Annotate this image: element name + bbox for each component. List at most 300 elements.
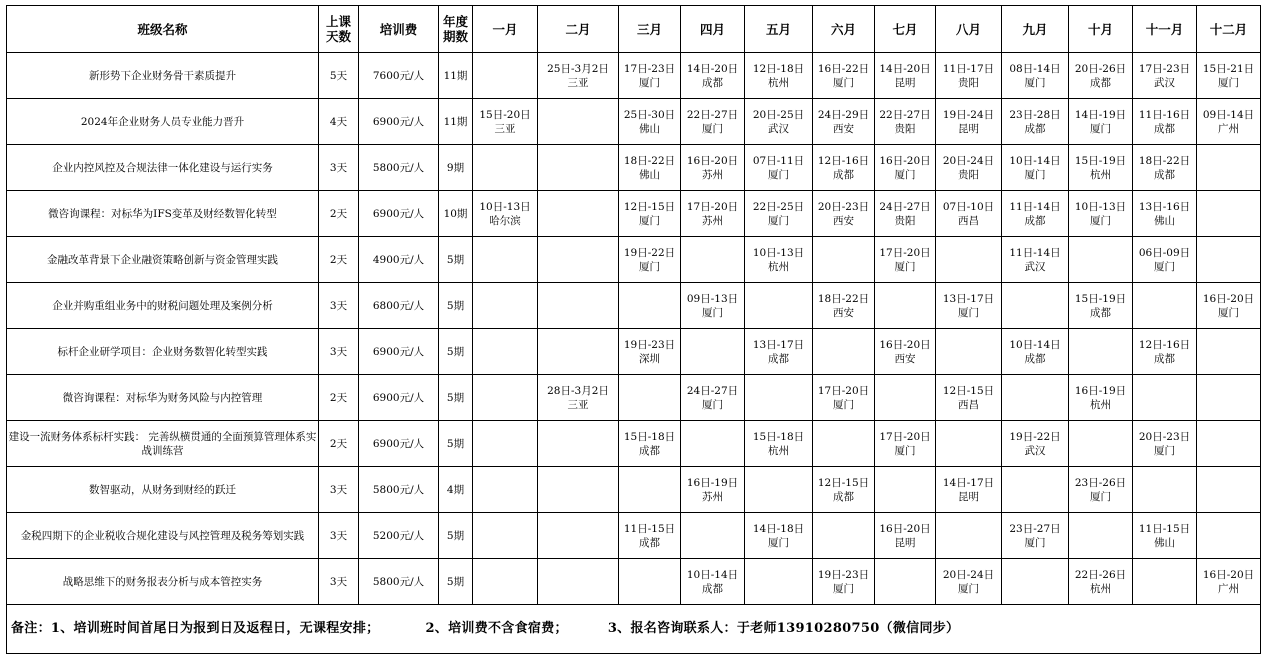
session-dates: 19日-24日 (942, 108, 995, 121)
header-month-3: 三月 (619, 6, 681, 53)
session-dates: 11日-16日 (1138, 108, 1191, 121)
month-5-cell (745, 559, 813, 605)
session-dates: 16日-20日 (879, 154, 931, 167)
session-dates: 16日-20日 (879, 522, 931, 535)
header-month-7: 七月 (875, 6, 936, 53)
session-city: 厦门 (768, 168, 789, 181)
month-3-cell (619, 283, 681, 329)
days-cell: 3天 (319, 283, 359, 329)
month-12-cell (1197, 467, 1261, 513)
session-city: 厦门 (702, 306, 723, 319)
session-city: 西安 (833, 306, 854, 319)
month-4-cell (681, 375, 745, 421)
fee-cell: 6900元/人 (359, 421, 439, 467)
month-7-cell (875, 191, 936, 237)
class-name-cell: 微咨询课程：对标华为IFS变革及财经数智化转型 (7, 191, 319, 237)
session-city: 杭州 (768, 76, 789, 89)
month-1-cell (473, 559, 538, 605)
month-2-cell (538, 283, 619, 329)
month-11-cell (1133, 329, 1197, 375)
month-9-cell (1002, 329, 1069, 375)
month-10-cell (1069, 145, 1133, 191)
header-class-name: 班级名称 (7, 6, 319, 53)
month-8-cell (936, 99, 1002, 145)
header-fee: 培训费 (359, 6, 439, 53)
month-10-cell (1069, 237, 1133, 283)
class-name-cell: 建设一流财务体系标杆实践： 完善纵横贯通的全面预算管理体系实战训练营 (7, 421, 319, 467)
session-dates: 22日-27日 (686, 108, 739, 121)
table-row (7, 191, 1261, 237)
note-3: 3、报名咨询联系人：于老师13910280750（微信同步） (607, 621, 960, 636)
session-dates: 18日-22日 (1138, 154, 1191, 167)
table-row (7, 467, 1261, 513)
month-2-cell (538, 329, 619, 375)
month-6-cell (813, 329, 875, 375)
periods-cell: 11期 (439, 53, 473, 99)
month-3-cell (619, 559, 681, 605)
session-city: 西昌 (958, 398, 979, 411)
class-name-cell: 数智驱动，从财务到财经的跃迁 (7, 467, 319, 513)
days-cell: 2天 (319, 421, 359, 467)
header-month-1: 一月 (473, 6, 538, 53)
session-city: 昆明 (958, 122, 979, 135)
header-month-11: 十一月 (1133, 6, 1197, 53)
days-cell: 5天 (319, 53, 359, 99)
header-month-2: 二月 (538, 6, 619, 53)
periods-cell: 10期 (439, 191, 473, 237)
month-1-cell (473, 329, 538, 375)
fee-cell: 6800元/人 (359, 283, 439, 329)
class-name-cell: 新形势下企业财务骨干素质提升 (7, 53, 319, 99)
month-5-cell (745, 237, 813, 283)
month-12-cell (1197, 237, 1261, 283)
table-row (7, 53, 1261, 99)
month-8-cell (936, 467, 1002, 513)
month-9-cell (1002, 421, 1069, 467)
session-dates: 10日-14日 (1009, 154, 1061, 167)
class-name-cell: 微咨询课程：对标华为财务风险与内控管理 (7, 375, 319, 421)
session-dates: 12日-15日 (817, 476, 870, 489)
month-8-cell (936, 421, 1002, 467)
session-city: 三亚 (567, 398, 589, 411)
month-4-cell (681, 145, 745, 191)
table-row (7, 559, 1261, 605)
month-1-cell (473, 53, 538, 99)
session-city: 成都 (702, 76, 723, 89)
month-7-cell (875, 329, 936, 375)
session-city: 厦门 (1024, 168, 1046, 181)
session-city: 哈尔滨 (489, 214, 521, 227)
days-cell: 3天 (319, 329, 359, 375)
session-dates: 20日-23日 (817, 200, 870, 213)
header-periods: 年度期数 (439, 6, 473, 53)
month-8-cell (936, 559, 1002, 605)
month-11-cell (1133, 513, 1197, 559)
fee-cell: 6900元/人 (359, 329, 439, 375)
session-city: 广州 (1218, 122, 1239, 135)
session-city: 贵阳 (958, 76, 979, 89)
session-city: 厦门 (1090, 214, 1111, 227)
month-12-cell (1197, 375, 1261, 421)
month-12-cell (1197, 513, 1261, 559)
session-city: 西昌 (958, 214, 979, 227)
month-7-cell (875, 375, 936, 421)
month-2-cell (538, 513, 619, 559)
month-8-cell (936, 191, 1002, 237)
class-name-cell: 企业内控风控及合规法律一体化建设与运行实务 (7, 145, 319, 191)
month-3-cell (619, 421, 681, 467)
header-month-5: 五月 (745, 6, 813, 53)
session-dates: 20日-23日 (1138, 430, 1191, 443)
month-6-cell (813, 237, 875, 283)
session-city: 武汉 (1024, 444, 1046, 457)
month-4-cell (681, 53, 745, 99)
session-dates: 18日-22日 (623, 154, 676, 167)
fee-cell: 5800元/人 (359, 145, 439, 191)
session-city: 成都 (1154, 122, 1175, 135)
session-city: 佛山 (639, 122, 660, 135)
month-10-cell (1069, 559, 1133, 605)
month-10-cell (1069, 191, 1133, 237)
session-dates: 24日-27日 (686, 384, 739, 397)
session-dates: 11日-15日 (1138, 522, 1191, 535)
month-7-cell (875, 237, 936, 283)
table-row (7, 375, 1261, 421)
session-dates: 12日-15日 (942, 384, 995, 397)
session-city: 广州 (1218, 582, 1239, 595)
header-month-4: 四月 (681, 6, 745, 53)
month-6-cell (813, 375, 875, 421)
table-row (7, 145, 1261, 191)
session-dates: 10日-14日 (1009, 338, 1061, 351)
session-city: 成都 (1154, 168, 1175, 181)
session-city: 厦门 (702, 398, 723, 411)
month-12-cell (1197, 559, 1261, 605)
header-month-12: 十二月 (1197, 6, 1261, 53)
session-dates: 17日-23日 (1138, 62, 1191, 75)
class-name-cell: 金税四期下的企业税收合规化建设与风控管理及税务筹划实践 (7, 513, 319, 559)
periods-cell: 5期 (439, 375, 473, 421)
month-8-cell (936, 237, 1002, 283)
session-dates: 20日-26日 (1074, 62, 1127, 75)
month-1-cell (473, 375, 538, 421)
note-1: 备注：1、培训班时间首尾日为报到日及返程日，无课程安排； (11, 621, 380, 636)
month-8-cell (936, 53, 1002, 99)
session-dates: 12日-15日 (623, 200, 676, 213)
session-city: 苏州 (702, 168, 723, 181)
header-row (7, 6, 1261, 53)
session-dates: 15日-18日 (623, 430, 676, 443)
session-dates: 24日-27日 (879, 200, 931, 213)
session-dates: 12日-18日 (752, 62, 805, 75)
month-2-cell (538, 191, 619, 237)
month-6-cell (813, 559, 875, 605)
session-city: 成都 (1024, 122, 1046, 135)
month-9-cell (1002, 375, 1069, 421)
periods-cell: 5期 (439, 283, 473, 329)
month-4-cell (681, 513, 745, 559)
month-10-cell (1069, 467, 1133, 513)
days-cell: 3天 (319, 513, 359, 559)
session-dates: 11日-17日 (942, 62, 995, 75)
session-dates: 10日-13日 (479, 200, 531, 213)
session-dates: 23日-28日 (1009, 108, 1061, 121)
session-city: 西安 (833, 214, 854, 227)
month-5-cell (745, 513, 813, 559)
month-12-cell (1197, 99, 1261, 145)
session-dates: 14日-20日 (879, 62, 931, 75)
session-dates: 19日-23日 (623, 338, 676, 351)
class-name-cell: 2024年企业财务人员专业能力晋升 (7, 99, 319, 145)
session-city: 成都 (639, 536, 660, 549)
month-7-cell (875, 145, 936, 191)
month-2-cell (538, 99, 619, 145)
session-dates: 12日-16日 (1138, 338, 1191, 351)
session-city: 成都 (768, 352, 789, 365)
session-dates: 23日-26日 (1074, 476, 1127, 489)
month-1-cell (473, 421, 538, 467)
month-8-cell (936, 145, 1002, 191)
month-9-cell (1002, 513, 1069, 559)
header-month-10: 十月 (1069, 6, 1133, 53)
month-10-cell (1069, 99, 1133, 145)
session-city: 厦门 (1218, 306, 1239, 319)
session-dates: 28日-3月2日 (547, 384, 609, 397)
class-name-cell: 标杆企业研学项目：企业财务数智化转型实践 (7, 329, 319, 375)
month-6-cell (813, 53, 875, 99)
month-7-cell (875, 283, 936, 329)
periods-cell: 5期 (439, 329, 473, 375)
month-8-cell (936, 375, 1002, 421)
periods-cell: 5期 (439, 237, 473, 283)
session-dates: 17日-23日 (623, 62, 676, 75)
session-dates: 16日-20日 (686, 154, 739, 167)
session-dates: 22日-26日 (1074, 568, 1127, 581)
session-city: 深圳 (639, 352, 660, 365)
session-dates: 14日-20日 (686, 62, 739, 75)
header-month-8: 八月 (936, 6, 1002, 53)
days-cell: 2天 (319, 375, 359, 421)
month-1-cell (473, 467, 538, 513)
month-5-cell (745, 329, 813, 375)
month-4-cell (681, 329, 745, 375)
session-city: 厦门 (1090, 490, 1111, 503)
session-dates: 13日-17日 (942, 292, 995, 305)
session-dates: 16日-19日 (686, 476, 739, 489)
session-city: 三亚 (494, 122, 516, 135)
month-12-cell (1197, 421, 1261, 467)
session-city: 厦门 (1024, 76, 1046, 89)
month-1-cell (473, 145, 538, 191)
training-schedule-table (6, 5, 1261, 654)
session-dates: 16日-20日 (879, 338, 931, 351)
session-dates: 22日-27日 (879, 108, 931, 121)
table-row (7, 237, 1261, 283)
session-dates: 17日-20日 (817, 384, 870, 397)
session-city: 厦门 (833, 582, 854, 595)
month-6-cell (813, 421, 875, 467)
month-9-cell (1002, 467, 1069, 513)
session-dates: 18日-22日 (817, 292, 870, 305)
days-cell: 2天 (319, 237, 359, 283)
month-6-cell (813, 467, 875, 513)
month-10-cell (1069, 513, 1133, 559)
session-dates: 09日-14日 (1202, 108, 1255, 121)
session-dates: 19日-23日 (817, 568, 870, 581)
month-6-cell (813, 145, 875, 191)
month-4-cell (681, 559, 745, 605)
month-6-cell (813, 191, 875, 237)
month-9-cell (1002, 53, 1069, 99)
fee-cell: 6900元/人 (359, 191, 439, 237)
month-2-cell (538, 53, 619, 99)
session-dates: 20日-24日 (942, 154, 995, 167)
session-city: 苏州 (702, 490, 723, 503)
month-5-cell (745, 421, 813, 467)
month-5-cell (745, 191, 813, 237)
session-city: 佛山 (639, 168, 660, 181)
month-1-cell (473, 513, 538, 559)
month-9-cell (1002, 283, 1069, 329)
schedule-body (7, 53, 1261, 605)
month-1-cell (473, 237, 538, 283)
month-4-cell (681, 421, 745, 467)
month-6-cell (813, 283, 875, 329)
month-11-cell (1133, 191, 1197, 237)
session-city: 成都 (1024, 214, 1046, 227)
session-dates: 20日-24日 (942, 568, 995, 581)
session-city: 厦门 (702, 122, 723, 135)
periods-cell: 9期 (439, 145, 473, 191)
month-10-cell (1069, 329, 1133, 375)
periods-cell: 5期 (439, 559, 473, 605)
session-city: 厦门 (1154, 260, 1175, 273)
header-month-9: 九月 (1002, 6, 1069, 53)
session-dates: 10日-13日 (752, 246, 805, 259)
month-1-cell (473, 283, 538, 329)
session-dates: 16日-20日 (1202, 292, 1255, 305)
session-city: 成都 (702, 582, 723, 595)
notes-row (7, 605, 1261, 654)
session-dates: 12日-16日 (817, 154, 870, 167)
month-5-cell (745, 53, 813, 99)
month-7-cell (875, 559, 936, 605)
month-9-cell (1002, 145, 1069, 191)
session-city: 厦门 (639, 214, 660, 227)
month-4-cell (681, 467, 745, 513)
session-city: 厦门 (958, 306, 979, 319)
month-12-cell (1197, 329, 1261, 375)
month-11-cell (1133, 283, 1197, 329)
month-6-cell (813, 513, 875, 559)
session-dates: 16日-19日 (1074, 384, 1127, 397)
session-dates: 13日-17日 (752, 338, 805, 351)
session-city: 成都 (1090, 306, 1111, 319)
month-8-cell (936, 513, 1002, 559)
month-3-cell (619, 145, 681, 191)
session-city: 杭州 (768, 260, 789, 273)
session-dates: 09日-13日 (686, 292, 739, 305)
header-days: 上课天数 (319, 6, 359, 53)
session-city: 西安 (894, 352, 916, 365)
month-11-cell (1133, 421, 1197, 467)
session-dates: 11日-14日 (1009, 246, 1061, 259)
table-row (7, 513, 1261, 559)
notes-cell (7, 605, 1261, 654)
fee-cell: 5800元/人 (359, 467, 439, 513)
session-dates: 24日-29日 (817, 108, 870, 121)
session-dates: 16日-22日 (817, 62, 870, 75)
session-dates: 16日-20日 (1202, 568, 1255, 581)
periods-cell: 5期 (439, 513, 473, 559)
month-12-cell (1197, 53, 1261, 99)
fee-cell: 6900元/人 (359, 375, 439, 421)
session-dates: 22日-25日 (752, 200, 805, 213)
session-dates: 10日-13日 (1074, 200, 1127, 213)
session-dates: 14日-18日 (752, 522, 805, 535)
month-7-cell (875, 513, 936, 559)
session-city: 厦门 (894, 444, 916, 457)
session-dates: 06日-09日 (1138, 246, 1191, 259)
month-8-cell (936, 283, 1002, 329)
month-3-cell (619, 53, 681, 99)
month-5-cell (745, 283, 813, 329)
month-2-cell (538, 421, 619, 467)
month-3-cell (619, 375, 681, 421)
session-dates: 17日-20日 (879, 246, 931, 259)
month-8-cell (936, 329, 1002, 375)
session-city: 杭州 (1090, 398, 1111, 411)
month-11-cell (1133, 53, 1197, 99)
month-11-cell (1133, 99, 1197, 145)
month-3-cell (619, 237, 681, 283)
month-2-cell (538, 559, 619, 605)
session-dates: 25日-3月2日 (547, 62, 609, 75)
session-city: 贵阳 (894, 122, 916, 135)
session-dates: 14日-19日 (1074, 108, 1127, 121)
month-3-cell (619, 329, 681, 375)
session-city: 厦门 (639, 260, 660, 273)
session-city: 厦门 (894, 260, 916, 273)
session-city: 厦门 (768, 214, 789, 227)
month-4-cell (681, 191, 745, 237)
session-city: 成都 (833, 490, 854, 503)
session-dates: 19日-22日 (1009, 430, 1061, 443)
session-dates: 23日-27日 (1009, 522, 1061, 535)
session-city: 贵阳 (958, 168, 979, 181)
session-city: 厦门 (958, 582, 979, 595)
class-name-cell: 企业并购重组业务中的财税问题处理及案例分析 (7, 283, 319, 329)
periods-cell: 4期 (439, 467, 473, 513)
session-city: 杭州 (1090, 168, 1111, 181)
month-2-cell (538, 145, 619, 191)
days-cell: 3天 (319, 467, 359, 513)
session-city: 昆明 (894, 536, 916, 549)
month-7-cell (875, 467, 936, 513)
session-dates: 20日-25日 (752, 108, 805, 121)
session-dates: 15日-18日 (752, 430, 805, 443)
table-row (7, 99, 1261, 145)
session-city: 厦门 (1218, 76, 1239, 89)
session-city: 厦门 (833, 398, 854, 411)
month-1-cell (473, 191, 538, 237)
fee-cell: 5200元/人 (359, 513, 439, 559)
session-city: 厦门 (833, 76, 854, 89)
session-city: 苏州 (702, 214, 723, 227)
session-city: 贵阳 (894, 214, 916, 227)
class-name-cell: 战略思维下的财务报表分析与成本管控实务 (7, 559, 319, 605)
session-city: 昆明 (894, 76, 916, 89)
